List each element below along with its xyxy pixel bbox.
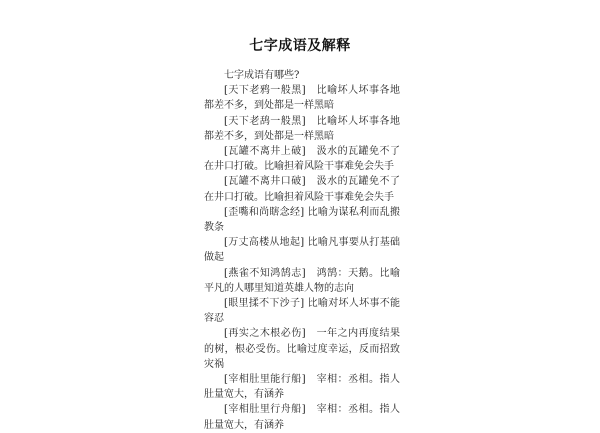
idiom-entry: [歪嘴和尚瞎念经] 比喻为谋私利而乱搬教条 [204,206,400,234]
document-body [204,68,400,433]
idiom-entry: [再实之木根必伤] 一年之内再度结果的树，根必受伤。比喻过度幸运，反而招致灾祸 [204,328,400,370]
idiom-entry: [宰相肚里能行船] 宰相：丞相。指人肚量宽大，有涵养 [204,374,400,401]
idiom-entry: [瓦罐不离井上破] 汲水的瓦罐免不了在井口打破。比喻担着风险干事难免会失手 [204,146,400,173]
idiom-entry: [宰相肚里行舟船] 宰相：丞相。指人肚量宽大，有涵养 [204,404,400,431]
intro-paragraph: 七字成语有哪些? [224,70,300,81]
idiom-entry: [天下老鸦一般黑] 比喻坏人坏事各地都差不多，到处都是一样黑暗 [204,85,400,112]
idiom-entry: [天下老鸹一般黑] 比喻坏人坏事各地都差不多，到处都是一样黑暗 [204,115,400,142]
page-title: 七字成语及解释 [249,38,351,54]
idiom-entry: [万丈高楼从地起] 比喻凡事要从打基础做起 [204,237,400,264]
idiom-entry: [燕雀不知鸿鹄志] 鸿鹄：天鹅。比喻平凡的人哪里知道英雄人物的志向 [204,267,400,294]
idiom-entry: [瓦罐不离井口破] 汲水的瓦罐免不了在井口打破。比喻担着风险干事难免会失手 [204,176,400,203]
idiom-entry: [眼里揉不下沙子] 比喻对坏人坏事不能容忍 [204,298,400,325]
